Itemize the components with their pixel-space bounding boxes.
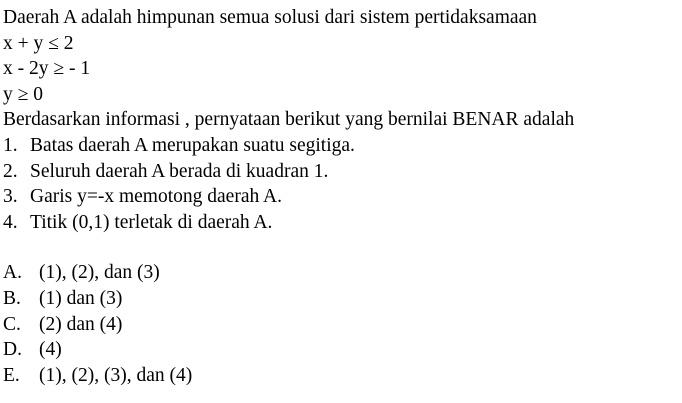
statement-number: 1. [3, 134, 18, 156]
option-text: (1) dan (3) [39, 287, 123, 309]
option-b[interactable] [3, 286, 682, 312]
statement-number: 4. [3, 211, 18, 233]
option-text: (2) dan (4) [39, 313, 123, 335]
statement-text: Garis y=-x memotong daerah A. [30, 186, 282, 208]
inequality-3: y ≥ 0 [3, 83, 43, 105]
option-letter: C. [3, 313, 21, 335]
statement-1 [3, 133, 682, 159]
option-c[interactable] [3, 312, 682, 338]
inequality-1: x + y ≤ 2 [3, 32, 74, 54]
option-e[interactable] [3, 363, 682, 389]
option-letter: A. [3, 262, 22, 284]
question-document [3, 5, 682, 388]
option-letter: B. [3, 287, 21, 309]
spacer [3, 235, 682, 260]
statement-text: Titik (0,1) terletak di daerah A. [30, 211, 273, 233]
statement-4 [3, 210, 682, 236]
option-text: (1), (2), (3), dan (4) [39, 364, 193, 386]
statement-text: Seluruh daerah A berada di kuadran 1. [30, 160, 329, 182]
option-d[interactable] [3, 337, 682, 363]
statement-2 [3, 159, 682, 185]
question-intro: Daerah A adalah himpunan semua solusi dari sistem pertidaksamaan [3, 7, 537, 28]
statement-3 [3, 184, 682, 210]
inequality-2: x - 2y ≥ - 1 [3, 58, 91, 80]
option-text: (4) [39, 339, 62, 361]
option-letter: E. [3, 364, 20, 386]
statement-number: 3. [3, 186, 18, 208]
option-letter: D. [3, 339, 22, 361]
question-prompt: Berdasarkan informasi , pernyataan berikut yang bernilai BENAR adalah [3, 109, 575, 131]
statement-text: Batas daerah A merupakan suatu segitiga. [30, 134, 355, 156]
option-a[interactable] [3, 260, 682, 286]
option-text: (1), (2), dan (3) [39, 262, 160, 284]
statement-number: 2. [3, 160, 18, 182]
